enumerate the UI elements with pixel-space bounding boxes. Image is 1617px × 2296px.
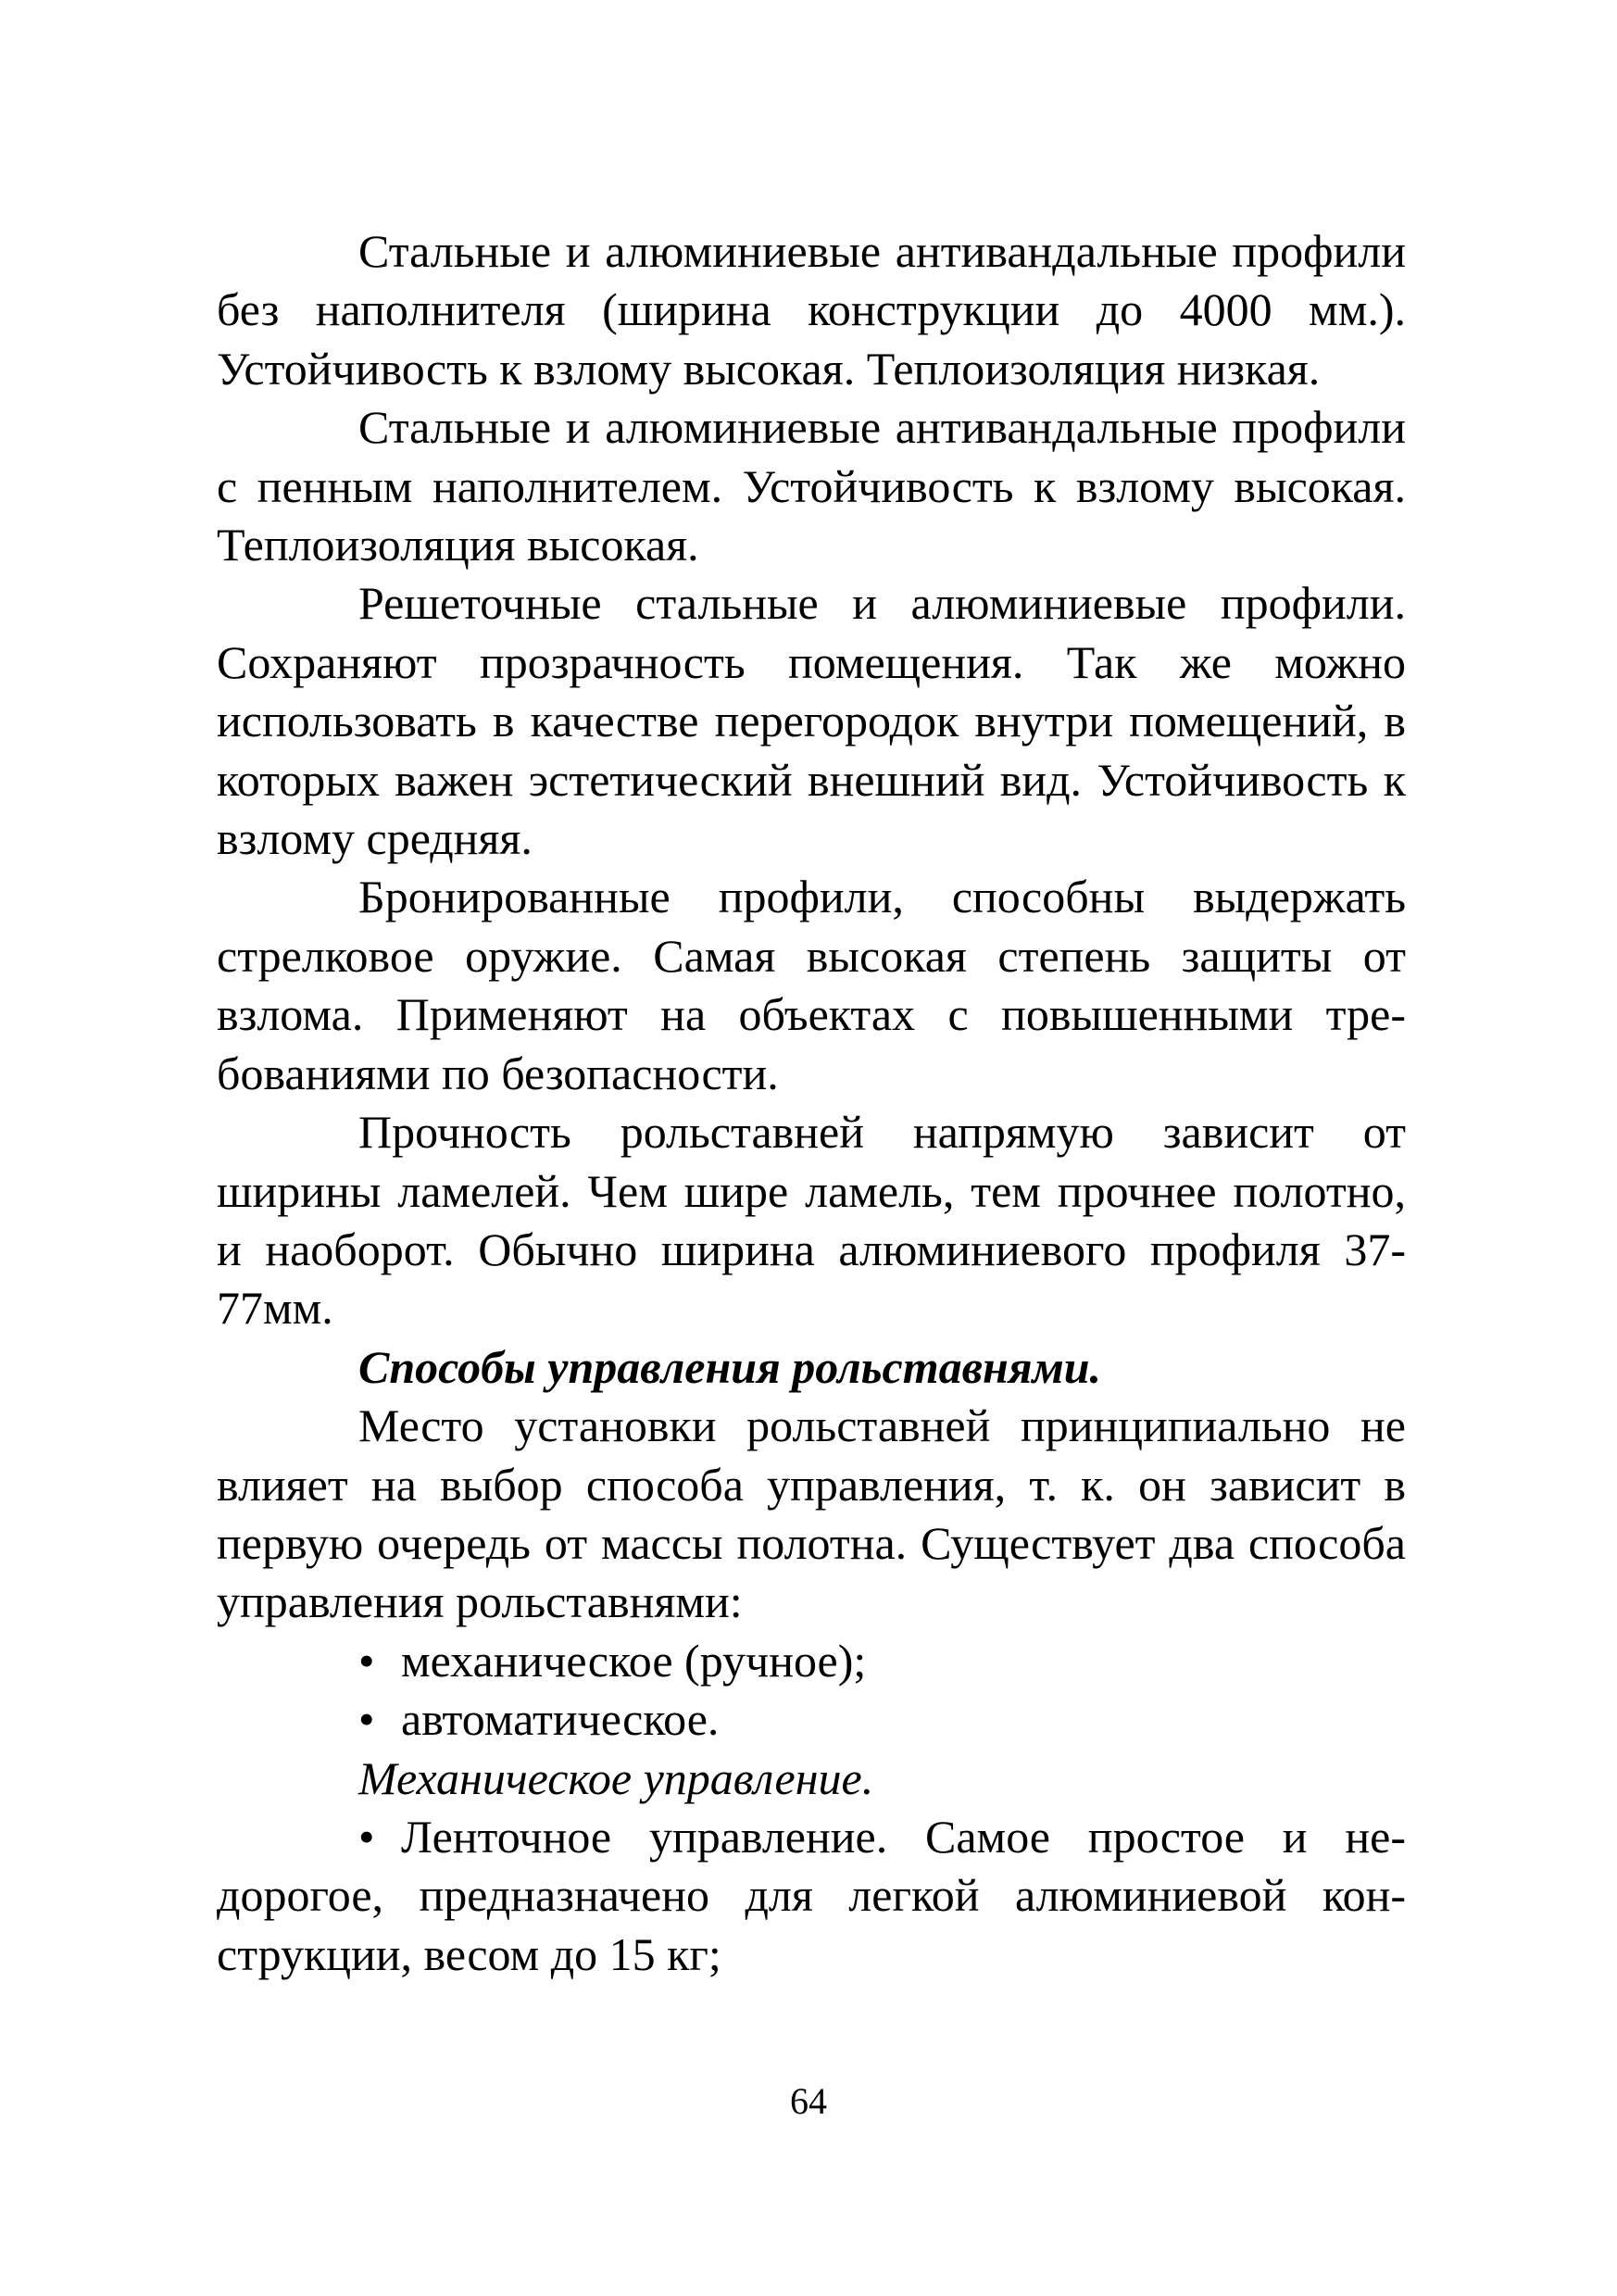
section-heading: Способы управления рольставнями. — [358, 1340, 1102, 1393]
subheading-mechanical-control: Механическое управление. — [358, 1751, 874, 1804]
list-item — [217, 1690, 1406, 1749]
list-item — [217, 1632, 1406, 1690]
list-item-text: механическое (ручное); — [401, 1634, 867, 1687]
paragraph-antivandal-foam-filler: Стальные и алюминиевые антивандальные профили с пенным наполнителем. Устойчивость к взлому высокая. Теплоизоляция высокая. — [217, 401, 1406, 571]
paragraph-lattice-profiles: Решеточные стальные и алюминиевые профили. Сохраняют прозрачность помещения. Так же можно использовать в качестве перегородок внутри помещений, в которых важен эстетический внешний вид. Устойчивость к взлому средняя. — [217, 577, 1406, 865]
paragraph-shutter-strength: Прочность рольставней напрямую зависит от ширины ламелей. Чем шире ламель, тем прочнее полотно, и наоборот. Обычно ширина алюминиевого профиля 37-77мм. — [217, 1106, 1406, 1335]
paragraph-antivandal-no-filler: Стальные и алюминиевые антивандальные профили без наполнителя (ширина конструкции до 4000 мм.). Устойчивость к взлому высокая. Теплоизоляция низкая. — [217, 225, 1406, 395]
paragraph-tape-control — [217, 1808, 1406, 1984]
list-item-text: автоматическое. — [401, 1693, 720, 1746]
page-number: 64 — [790, 2080, 827, 2122]
paragraph-armored-profiles: Бронированные профили, способны выдержать стрелковое оружие. Самая высокая степень защиты от взлома. Применяют на объектах с повышенными требованиями по безопасности. — [217, 871, 1406, 1099]
bullet-icon: • — [358, 1810, 375, 1863]
tape-control-text: Ленточное управление. Самое простое и недорогое, предназначено для легкой алюминиевой конструкции, весом до 15 кг; — [217, 1810, 1406, 1980]
page-body — [217, 222, 1406, 1984]
bullet-icon: • — [358, 1693, 375, 1746]
bullet-icon: • — [358, 1634, 375, 1687]
paragraph-control-methods: Место установки рольставней принципиально не влияет на выбор способа управления, т. к. он зависит в первую очередь от массы полотна. Существует два способа управления рольставнями: — [217, 1399, 1406, 1628]
control-methods-list — [217, 1632, 1406, 1750]
